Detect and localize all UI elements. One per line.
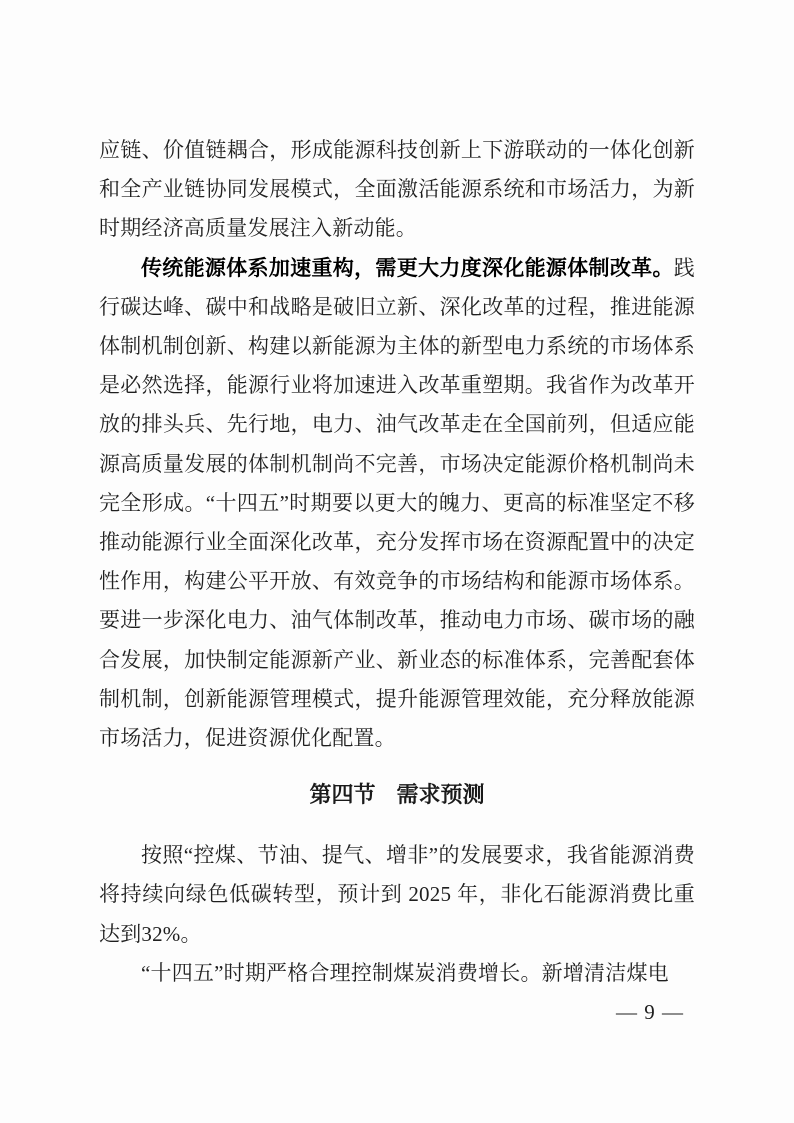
paragraph-body-text: 践行碳达峰、碳中和战略是破旧立新、深化改革的过程，推进能源体制机制创新、构建以新能源为主体的新型电力系统的市场体系是必然选择，能源行业将加速进入改革重塑期。我省作为改革开放的排头兵、先行地，电力、油气改革走在全国前列，但适应能源高质量发展的体制机制尚不完善，市场决定能源价格机制尚未完全形成。“十四五”时期要以更大的魄力、更高的标准坚定不移推动能源行业全面深化改革，充分发挥市场在资源配置中的决定性作用，构建公平开放、有效竞争的市场结构和能源市场体系。要进一步深化电力、油气体制改革，推动电力市场、碳市场的融合发展，加快制定能源新产业、新业态的标准体系，完善配套体制机制，创新能源管理模式，提升能源管理效能，充分释放能源市场活力，促进资源优化配置。 bbox=[99, 255, 695, 751]
section-title: 需求预测 bbox=[396, 782, 485, 808]
paragraph-energy-reform bbox=[99, 249, 695, 759]
page-number: — 9 — bbox=[616, 1000, 684, 1024]
paragraph-continuation: 应链、价值链耦合，形成能源科技创新上下游联动的一体化创新和全产业链协同发展模式，全面激活能源系统和市场活力，为新时期经济高质量发展注入新动能。 bbox=[99, 138, 695, 241]
page-body bbox=[99, 131, 695, 993]
paragraph-demand-forecast: 按照“控煤、节油、提气、增非”的发展要求，我省能源消费将持续向绿色低碳转型，预计到 2025 年，非化石能源消费比重达到32%。 bbox=[99, 843, 695, 946]
paragraph-coal-control: “十四五”时期严格合理控制煤炭消费增长。新增清洁煤电 bbox=[141, 960, 669, 985]
section-heading bbox=[99, 783, 695, 807]
section-number: 第四节 bbox=[309, 782, 376, 808]
paragraph-lead-bold: 传统能源体系加速重构，需更大力度深化能源体制改革。 bbox=[141, 255, 674, 280]
